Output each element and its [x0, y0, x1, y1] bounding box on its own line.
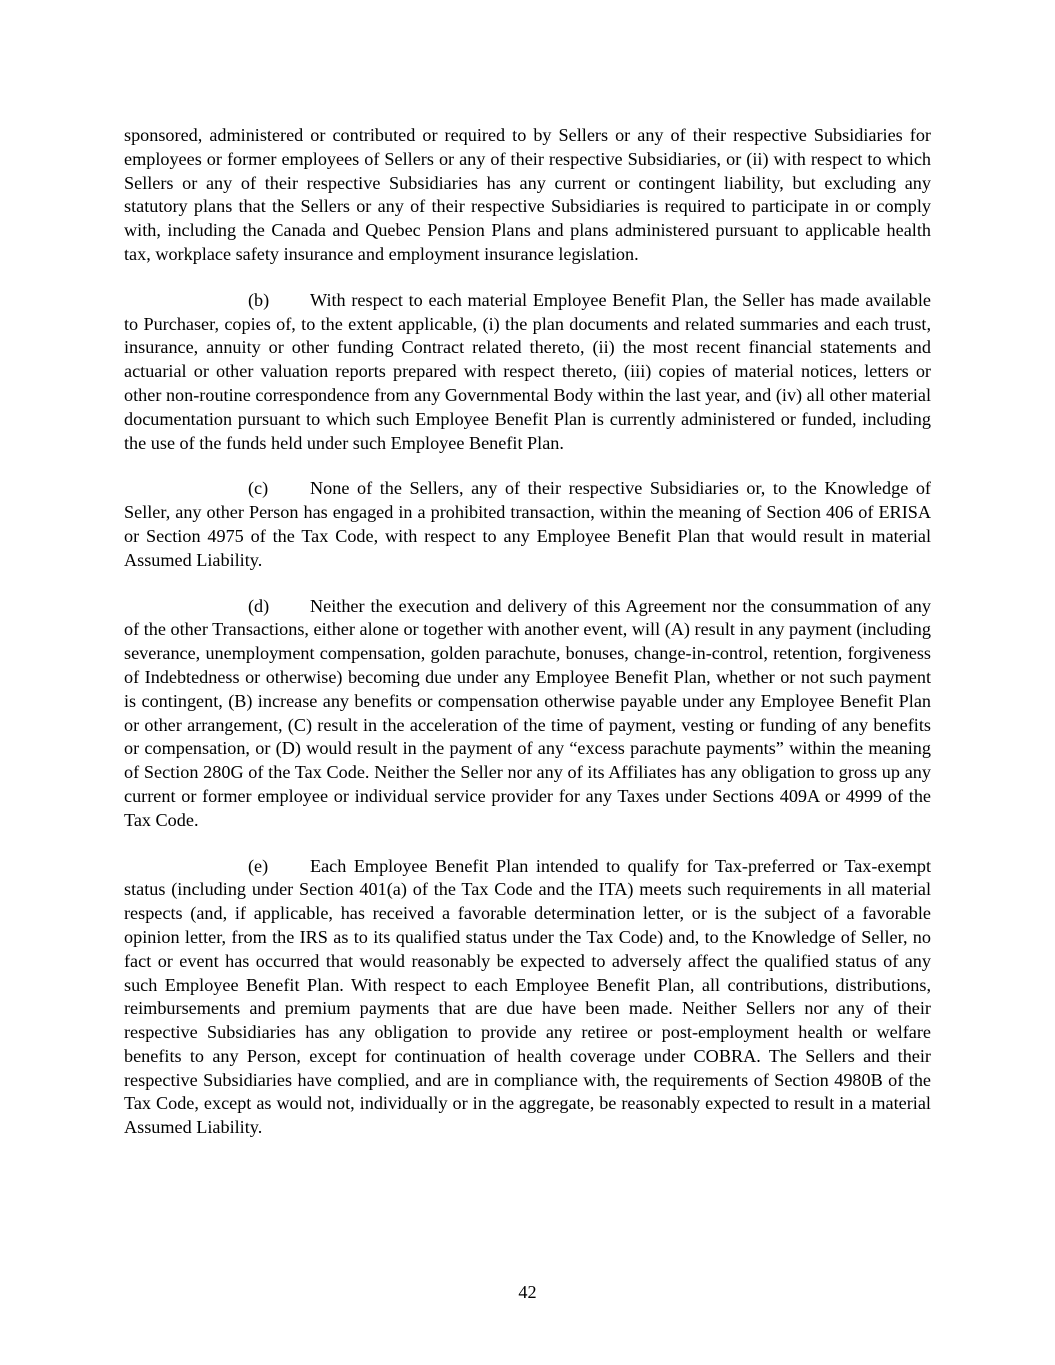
page-number: 42 — [518, 1282, 537, 1302]
section-e-text: Each Employee Benefit Plan intended to qualify for Tax-preferred or Tax-exempt status (including under Section 401(a) of the Tax Code and the ITA) meets such requirements in all material respects (and, if applicable, has received a favorable determination letter, or is the subject of a favorable opinion letter, from the IRS as to its qualified status under the Tax Code) and, to the Knowledge of Seller, no fact or event has occurred that would reasonably be expected to adversely affect the qualified status of any such Employee Benefit Plan. With respect to each Employee Benefit Plan, all contributions, distributions, reimbursements and premium payments that are due have been made. Neither Sellers nor any of their respective Subsidiaries has any obligation to provide any retiree or post-employment health or welfare benefits to any Person, except for continuation of health coverage under COBRA. The Sellers and their respective Subsidiaries have complied, and are in compliance with, the requirements of Section 4980B of the Tax Code, except as would not, individually or in the aggregate, be reasonably expected to result in a material Assumed Liability. — [124, 855, 931, 1138]
document-page — [124, 124, 931, 1162]
intro-paragraph: sponsored, administered or contributed or required to by Sellers or any of their respective Subsidiaries for employees or former employees of Sellers or any of their respective Subsidiaries, or (ii) with respect to which Sellers or any of their respective Subsidiaries has any current or contingent liability, but excluding any statutory plans that the Sellers or any of their respective Subsidiaries is required to participate in or comply with, including the Canada and Quebec Pension Plans and plans administered pursuant to applicable health tax, workplace safety insurance and employment insurance legislation. — [124, 125, 931, 264]
section-c-text: None of the Sellers, any of their respective Subsidiaries or, to the Knowledge of Seller, any other Person has engaged in a prohibited transaction, within the meaning of Section 406 of ERISA or Section 4975 of the Tax Code, with respect to any Employee Benefit Plan that would result in material Assumed Liability. — [124, 478, 931, 570]
section-b-text: With respect to each material Employee Benefit Plan, the Seller has made available to Purchaser, copies of, to the extent applicable, (i) the plan documents and related summaries and each trust, insurance, annuity or other funding Contract related thereto, (ii) the most recent financial statements and actuarial or other valuation reports prepared with respect thereto, (iii) copies of material notices, letters or other non-routine correspondence from any Governmental Body within the last year, and (iv) all other material documentation pursuant to which such Employee Benefit Plan is currently administered or funded, including the use of the funds held under such Employee Benefit Plan. — [124, 289, 931, 453]
section-c-label: (c) — [248, 478, 269, 499]
section-d-label: (d) — [248, 595, 270, 616]
section-b-label: (b) — [248, 289, 270, 310]
section-c-paragraph — [124, 477, 931, 572]
section-e-label: (e) — [248, 855, 269, 876]
section-b-paragraph — [124, 289, 931, 456]
section-d-paragraph — [124, 595, 931, 833]
section-d-text: Neither the execution and delivery of this Agreement nor the consummation of any of the other Transactions, either alone or together with another event, will (A) result in any payment (including severance, unemployment compensation, golden parachute, bonuses, change-in-control, retention, forgiveness of Indebtedness or otherwise) becoming due under any Employee Benefit Plan, whether or not such payment is contingent, (B) increase any benefits or compensation otherwise payable under any Employee Benefit Plan or other arrangement, (C) result in the acceleration of the time of payment, vesting or funding of any benefits or compensation, or (D) would result in the payment of any “excess parachute payments” within the meaning of Section 280G of the Tax Code. Neither the Seller nor any of its Affiliates has any obligation to gross up any current or former employee or individual service provider for any Taxes under Sections 409A or 4999 of the Tax Code. — [124, 595, 931, 830]
section-e-paragraph — [124, 855, 931, 1141]
